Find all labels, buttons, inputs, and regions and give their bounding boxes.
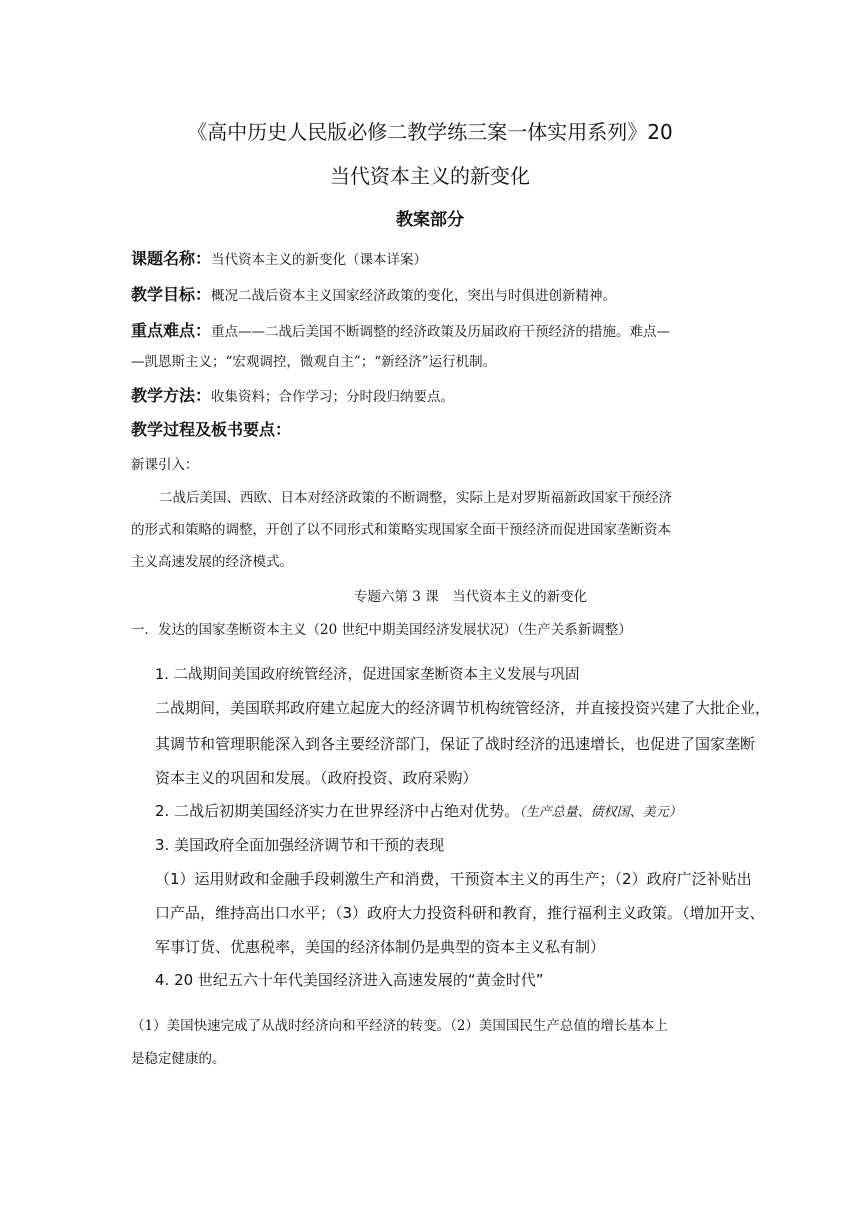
section-one-heading: 一．发达的国家垄断资本主义（20 世纪中期美国经济发展状况）（生产关系新调整） [131,622,632,638]
key-value-line2: —凯恩斯主义；“宏观调控，微观自主”；“新经济”运行机制。 [131,354,497,370]
point4-title: 4. 20 世纪五六十年代美国经济进入高速发展的“黄金时代” [155,971,544,989]
document-title: 《高中历史人民版必修二教学练三案一体实用系列》20 [187,120,673,144]
point2-row [155,800,682,821]
goal-label: 教学目标： [131,285,212,304]
process-label: 教学过程及板书要点： [131,420,292,439]
closing-line1: （1）美国快速完成了从战时经济向和平经济的转变。（2）美国国民生产总值的增长基本上 [131,1018,668,1034]
goal-value: 概况二战后资本主义国家经济政策的变化，突出与时俱进创新精神。 [211,288,617,304]
point3-title: 3. 美国政府全面加强经济调节和干预的表现 [155,836,445,854]
point1-line3: 资本主义的巩固和发展。（政府投资、政府采购） [155,769,478,787]
topic-row [131,246,427,269]
lesson-title: 当代资本主义的新变化 [330,164,530,188]
point3-line3: 军事订货、优惠税率，美国的经济体制仍是典型的资本主义私有制） [155,938,606,956]
section-title: 教案部分 [396,210,464,230]
topic-value: 当代资本主义的新变化（课本详案） [211,252,428,268]
lesson-heading: 专题六第 3 课 当代资本主义的新变化 [354,589,588,605]
goal-row [131,282,616,305]
key-value-line1: 重点——二战后美国不断调整的经济政策及历届政府干预经济的措施。难点— [211,324,671,340]
method-row [131,383,454,406]
intro-line3: 主义高速发展的经济模式。 [131,554,293,570]
point1-line2: 其调节和管理职能深入到各主要经济部门，保证了战时经济的迅速增长，也促进了国家垄断 [155,735,756,753]
intro-line1: 二战后美国、西欧、日本对经济政策的不断调整，实际上是对罗斯福新政国家干预经济 [159,490,672,506]
key-label: 重点难点： [131,321,212,340]
intro-line2: 的形式和策略的调整，开创了以不同形式和策略实现国家全面干预经济而促进国家垄断资本 [131,522,671,538]
point1-line1: 二战期间，美国联邦政府建立起庞大的经济调节机构统管经济，并直接投资兴建了大批企业， [155,699,771,717]
point3-line1: （1）运用财政和金融手段刺激生产和消费，干预资本主义的再生产；（2）政府广泛补贴出 [155,870,752,888]
key-row [131,318,670,341]
point1-title: 1. 二战期间美国政府统管经济，促进国家垄断资本主义发展与巩固 [155,667,580,683]
intro-label: 新课引入： [131,457,199,473]
point3-line2: 口产品，维持高出口水平；（3）政府大力投资科研和教育，推行福利主义政策。（增加开支、 [155,904,765,922]
method-label: 教学方法： [131,386,212,405]
point2-title: 2. 二战后初期美国经济实力在世界经济中占绝对优势。 [155,802,520,820]
topic-label: 课题名称： [131,249,212,268]
process-row [131,417,291,440]
point2-note: （生产总量、债权国、美元） [519,805,682,820]
closing-line2: 是稳定健康的。 [131,1051,226,1067]
method-value: 收集资料；合作学习；分时段归纳要点。 [211,389,455,405]
